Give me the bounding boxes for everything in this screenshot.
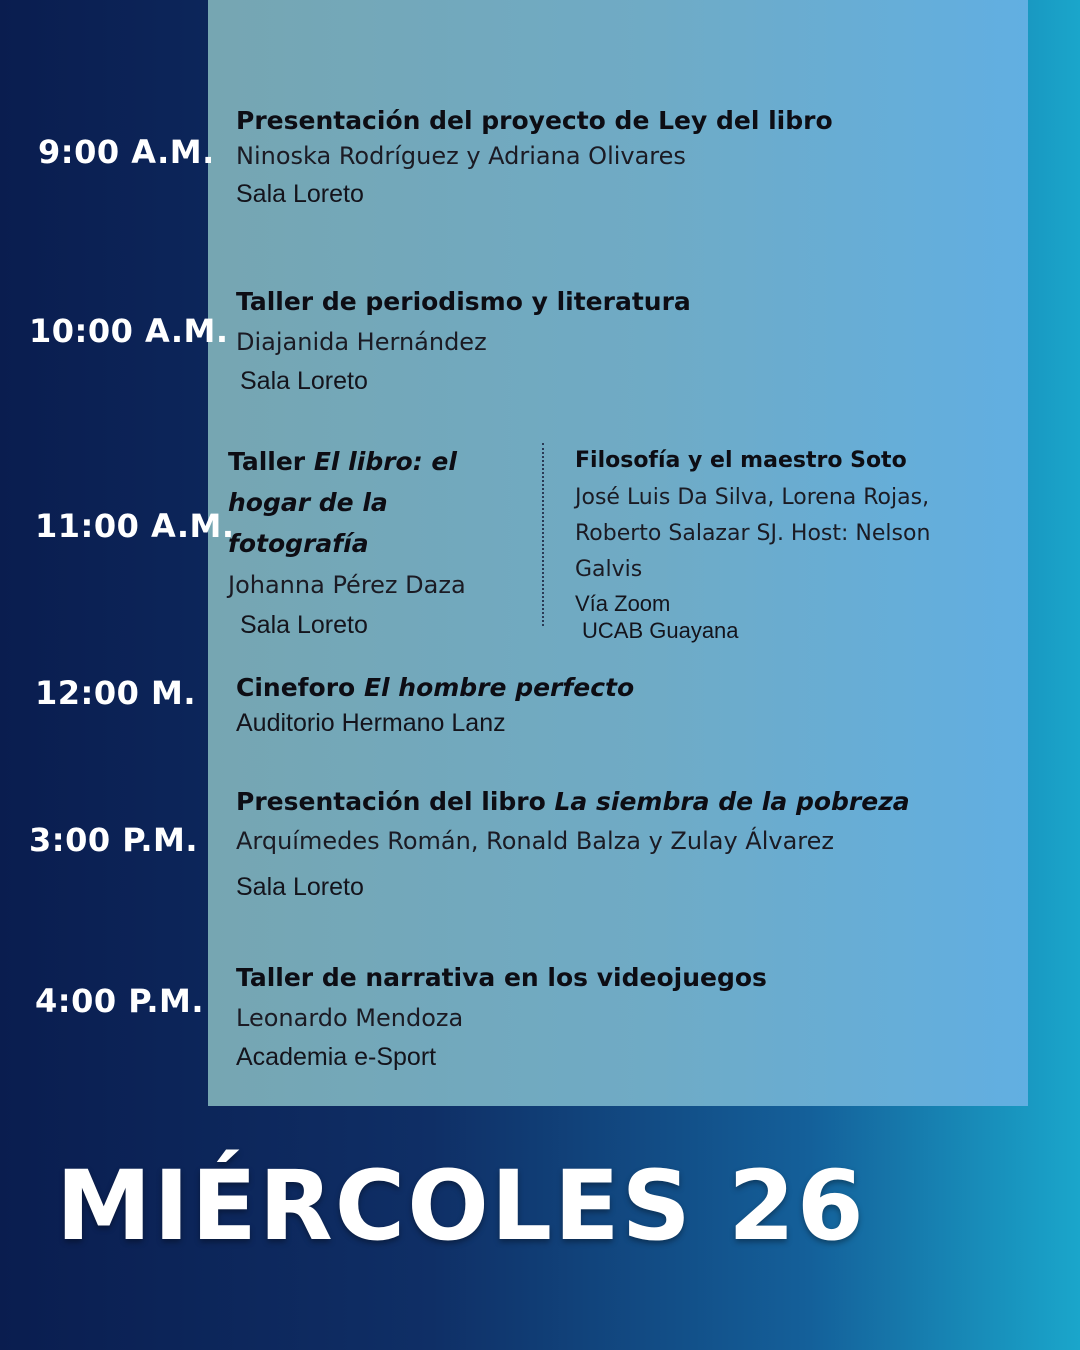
- event-title-line: Taller El libro: el: [228, 447, 457, 476]
- event-location: Sala Loreto: [236, 180, 364, 208]
- event-speakers: José Luis Da Silva, Lorena Rojas, Roberto Salazar SJ. Host: Nelson Galvis: [575, 485, 931, 582]
- event-title-line: fotografía: [228, 529, 369, 558]
- event-title: Cineforo El hombre perfecto: [236, 673, 635, 702]
- event-location: Sala Loreto: [240, 611, 368, 639]
- event-speakers: Johanna Pérez Daza: [228, 571, 466, 599]
- session-divider: [542, 443, 544, 626]
- event-time: 10:00 A.M.: [29, 312, 229, 350]
- event-time: 3:00 P.M.: [29, 821, 198, 859]
- event-location: Auditorio Hermano Lanz: [236, 709, 506, 737]
- event-time: 11:00 A.M.: [35, 507, 235, 545]
- event-location: Academia e-Sport: [236, 1043, 437, 1071]
- event-title: Presentación del proyecto de Ley del libro: [236, 106, 833, 135]
- event-title: Filosofía y el maestro Soto: [575, 448, 907, 473]
- event-location-secondary: UCAB Guayana: [582, 618, 739, 643]
- event-speakers: Diajanida Hernández: [236, 328, 487, 356]
- event-title-line: hogar de la: [228, 488, 388, 517]
- event-title: Taller de narrativa en los videojuegos: [236, 963, 767, 992]
- event-location: Sala Loreto: [240, 367, 368, 395]
- event-speakers: Arquímedes Román, Ronald Balza y Zulay Álvarez: [236, 827, 834, 855]
- event-title: Presentación del libro La siembra de la pobreza: [236, 787, 910, 816]
- event-location: Vía Zoom: [575, 591, 671, 616]
- event-time: 4:00 P.M.: [35, 982, 204, 1020]
- event-title: Taller de periodismo y literatura: [236, 287, 691, 316]
- day-heading: MIÉRCOLES 26: [56, 1150, 866, 1262]
- event-time: 12:00 M.: [35, 674, 196, 712]
- event-location: Sala Loreto: [236, 873, 364, 901]
- event-speakers: Ninoska Rodríguez y Adriana Olivares: [236, 142, 686, 170]
- event-time: 9:00 A.M.: [38, 133, 215, 171]
- event-speakers: Leonardo Mendoza: [236, 1004, 464, 1032]
